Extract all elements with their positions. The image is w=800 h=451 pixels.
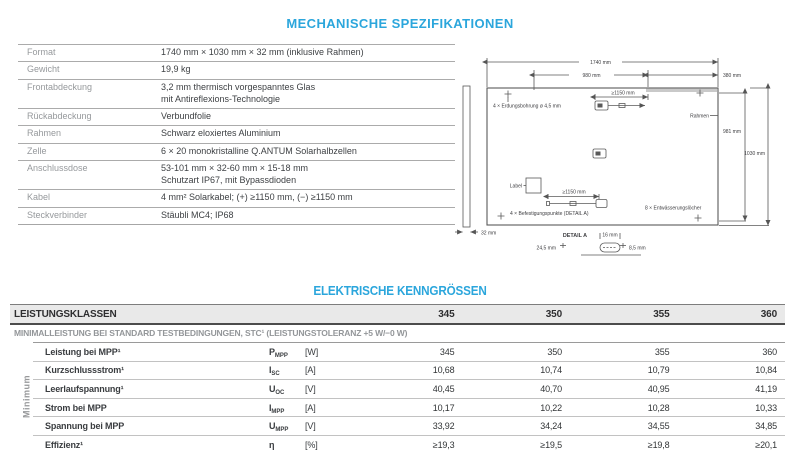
electrical-section-title: ELEKTRISCHE KENNGRÖSSEN — [313, 283, 487, 298]
spec-value-line: mit Antireflexions-Technologie — [161, 93, 281, 104]
param-value: 345 — [439, 346, 455, 357]
param-value: 10,68 — [432, 365, 455, 376]
spec-row-zelle — [18, 143, 455, 160]
param-label: Spannung bei MPP — [45, 421, 125, 432]
param-value: ≥19,8 — [647, 439, 670, 450]
mechanical-section-title: MECHANISCHE SPEZIFIKATIONEN — [286, 16, 514, 31]
spec-value-line: 19,9 kg — [161, 64, 191, 75]
junction-box-detail — [596, 152, 601, 156]
spec-row-kabel — [18, 189, 455, 206]
spec-row-steckverbinder — [18, 207, 455, 224]
spec-label: Kabel — [27, 192, 51, 203]
detail-a-title: DETAIL A — [562, 233, 588, 239]
frame-highlight — [646, 89, 717, 92]
spec-label: Frontabdeckung — [27, 81, 93, 92]
param-value: 10,33 — [755, 402, 777, 413]
inner-height-dim-label: 981 mm — [722, 129, 741, 135]
param-value: 40,70 — [540, 383, 562, 394]
junction-box-detail — [598, 104, 603, 108]
grounding-label: 4 × Erdungsbohrung ø 4,5 mm — [493, 103, 561, 110]
mounting-points-label: 4 × Befestigungspunkte (DETAIL A) — [510, 211, 589, 217]
param-symbol: $I_{SC}$ — [269, 365, 280, 378]
label-box-label: Label — [509, 183, 522, 190]
spec-label: Anschlussdose — [27, 163, 88, 174]
cable-length-dim-label: ≥1150 mm — [562, 189, 586, 196]
spec-row-format — [18, 44, 455, 61]
param-value: 40,45 — [432, 383, 455, 394]
param-label: Strom bei MPP — [45, 402, 107, 413]
spec-value-line: 3,2 mm thermisch vorgespanntes Glas — [161, 81, 316, 92]
param-value: 10,17 — [432, 402, 455, 413]
param-value: 33,92 — [432, 421, 455, 432]
edge-offset-dim-label: 380 mm — [723, 73, 742, 79]
spec-label: Format — [27, 47, 56, 57]
param-value: ≥20,1 — [755, 439, 777, 450]
spec-row-rahmen — [18, 125, 455, 142]
power-class-value: 345 — [438, 308, 455, 320]
minimum-side-label: Minimum — [21, 375, 32, 418]
spec-value-line: 4 mm² Solarkabel; (+) ≥1150 mm, (−) ≥1150 mm — [161, 192, 353, 203]
spec-value-line: Stäubli MC4; IP68 — [161, 209, 234, 220]
param-symbol: $U_{MPP}$ — [269, 421, 289, 434]
param-value: 10,74 — [540, 365, 562, 376]
spec-value — [161, 128, 455, 140]
electrical-row-pmpp — [33, 343, 785, 362]
spec-value-line: Verbundfolie — [161, 111, 212, 121]
depth-dim-label: 32 mm — [481, 230, 497, 237]
param-unit: [W] — [305, 346, 319, 357]
cable-length-dim-label: ≥1150 mm — [611, 90, 635, 97]
spec-value-line: 6 × 20 monokristalline Q.ANTUM Solarhalbzellen — [161, 145, 357, 156]
height-dim-label: 1030 mm — [744, 151, 765, 157]
param-unit: [V] — [305, 383, 316, 394]
spec-label: Zelle — [27, 145, 47, 156]
param-symbol: η — [269, 439, 275, 450]
power-class-value: 360 — [760, 308, 777, 320]
electrical-rows — [33, 342, 785, 451]
spec-value — [161, 82, 455, 106]
mechanical-specs-table — [18, 44, 455, 225]
param-value: 360 — [762, 346, 777, 357]
spec-value — [161, 111, 455, 123]
param-label: Leistung bei MPP¹ — [45, 346, 121, 357]
electrical-table — [10, 304, 785, 451]
electrical-row-efficiency — [33, 436, 785, 451]
param-value: ≥19,5 — [540, 439, 562, 450]
spec-row-anschlussdose — [18, 160, 455, 189]
param-label: Effizienz¹ — [45, 439, 83, 450]
spec-row-frontabdeckung — [18, 79, 455, 108]
spec-label: Steckverbinder — [27, 209, 88, 220]
spec-row-gewicht — [18, 61, 455, 78]
param-value: 10,22 — [540, 402, 562, 413]
detail-length-label: 24,5 mm — [536, 245, 556, 252]
spec-label: Gewicht — [27, 64, 60, 75]
spec-value-line: 53-101 mm × 32-60 mm × 15-18 mm — [161, 163, 309, 174]
param-value: 41,19 — [755, 383, 777, 394]
param-value: 10,28 — [647, 402, 670, 413]
power-class-value: 350 — [545, 308, 562, 320]
electrical-row-umpp — [33, 417, 785, 436]
param-value: 34,55 — [647, 421, 670, 432]
param-symbol: $P_{MPP}$ — [269, 346, 288, 359]
param-value: 350 — [547, 346, 562, 357]
detail-width-label: 16 mm — [602, 232, 618, 239]
spec-value — [161, 192, 455, 204]
stc-subheader: MINIMALLEISTUNG BEI STANDARD TESTBEDINGUNGEN, STC¹ (LEISTUNGSTOLERANZ +5 W/−0 W) — [14, 328, 408, 338]
param-label: Kurzschlussstrom¹ — [45, 365, 124, 376]
frame-label: Rahmen — [690, 113, 709, 120]
spec-value — [161, 64, 455, 76]
spec-row-rueckabdeckung — [18, 108, 455, 125]
param-label: Leerlaufspannung¹ — [45, 383, 124, 394]
spec-value-line: Schwarz eloxiertes Aluminium — [161, 128, 281, 139]
width-dim-label: 1740 mm — [590, 60, 611, 66]
electrical-row-isc — [33, 362, 785, 381]
spec-value — [161, 47, 455, 59]
electrical-row-impp — [33, 399, 785, 418]
spec-value-line: 1740 mm × 1030 mm × 32 mm (inklusive Rahmen) — [161, 47, 364, 57]
spec-value — [161, 210, 455, 222]
drainage-holes-label: 8 × Entwässerungslöcher — [645, 205, 702, 212]
param-value: 10,79 — [647, 365, 670, 376]
spec-label: Rückabdeckung — [27, 111, 92, 121]
param-unit: [A] — [305, 365, 316, 376]
module-dimension-drawing — [453, 45, 798, 271]
module-side-view — [463, 86, 470, 227]
param-value: 34,85 — [755, 421, 777, 432]
param-value: 355 — [654, 346, 670, 357]
detail-height-label: 8,5 mm — [629, 245, 646, 252]
power-class-value: 355 — [653, 308, 670, 320]
param-value: 10,84 — [755, 365, 777, 376]
param-unit: [V] — [305, 421, 316, 432]
power-classes-header-row — [10, 305, 785, 325]
param-unit: [%] — [305, 439, 318, 450]
spec-value-line: Schutzart IP67, mit Bypassdioden — [161, 175, 297, 185]
electrical-row-uoc — [33, 380, 785, 399]
param-value: 34,24 — [540, 421, 562, 432]
param-unit: [A] — [305, 402, 316, 413]
param-symbol: $U_{OC}$ — [269, 383, 285, 396]
spec-value — [161, 146, 455, 158]
param-value: ≥19,3 — [432, 439, 455, 450]
spec-value — [161, 163, 455, 187]
spec-label: Rahmen — [27, 128, 62, 139]
mount-span-dim-label: 980 mm — [582, 73, 601, 79]
param-symbol: $I_{MPP}$ — [269, 402, 285, 415]
param-value: 40,95 — [647, 383, 670, 394]
power-classes-label: LEISTUNGSKLASSEN — [14, 308, 117, 320]
